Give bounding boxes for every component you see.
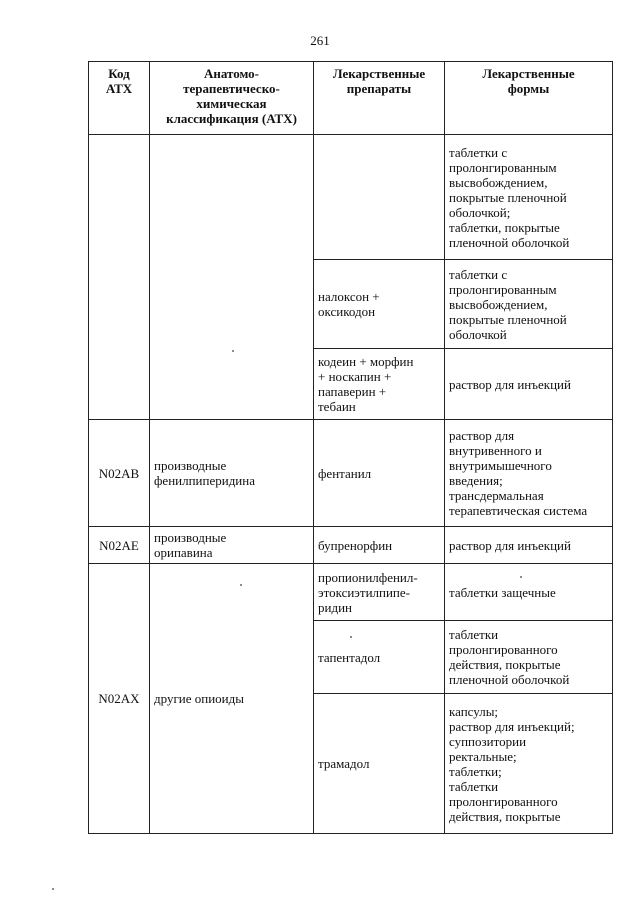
drug-cell xyxy=(314,135,445,260)
scan-speck xyxy=(240,584,242,586)
table-row xyxy=(89,135,613,260)
drug-cell: кодеин + морфин + носкапин + папаверин + тебаин xyxy=(314,349,445,420)
header-forms: Лекарственные формы xyxy=(445,62,613,135)
drug-cell: налоксон + оксикодон xyxy=(314,260,445,349)
atx-table xyxy=(88,61,613,834)
drug-cell: фентанил xyxy=(314,420,445,527)
code-cell: N02AB xyxy=(89,420,150,527)
header-drugs: Лекарственные препараты xyxy=(314,62,445,135)
table-header-row xyxy=(89,62,613,135)
code-cell: N02AX xyxy=(89,564,150,834)
table-row xyxy=(89,527,613,564)
forms-cell: раствор для инъекций xyxy=(445,349,613,420)
forms-cell: раствор для внутривенного и внутримышечного введения; трансдермальная терапевтическая система xyxy=(445,420,613,527)
drug-cell: пропионилфенил- этоксиэтилпипе- ридин xyxy=(314,564,445,621)
drug-cell: тапентадол xyxy=(314,621,445,694)
code-cell: N02AE xyxy=(89,527,150,564)
classification-cell-empty xyxy=(150,135,314,420)
scan-speck xyxy=(52,888,54,890)
classification-cell: производные фенилпиперидина xyxy=(150,420,314,527)
table-row xyxy=(89,564,613,621)
scan-speck xyxy=(232,350,234,352)
drug-cell: бупренорфин xyxy=(314,527,445,564)
classification-cell: производные орипавина xyxy=(150,527,314,564)
forms-cell: таблетки с пролонгированным высвобождением, покрытые пленочной оболочкой; таблетки, покрытые пленочной оболочкой xyxy=(445,135,613,260)
forms-cell: таблетки пролонгированного действия, покрытые пленочной оболочкой xyxy=(445,621,613,694)
code-cell-empty xyxy=(89,135,150,420)
forms-cell: раствор для инъекций xyxy=(445,527,613,564)
table-row xyxy=(89,420,613,527)
forms-cell: таблетки с пролонгированным высвобождением, покрытые пленочной оболочкой xyxy=(445,260,613,349)
header-code: Код АТХ xyxy=(89,62,150,135)
scan-speck xyxy=(350,636,352,638)
page-number: 261 xyxy=(310,33,330,48)
drug-cell: трамадол xyxy=(314,694,445,834)
header-classification: Анатомо- терапевтическо- химическая классификация (АТХ) xyxy=(150,62,314,135)
scan-speck xyxy=(520,576,522,578)
classification-cell: другие опиоиды xyxy=(150,564,314,834)
forms-cell: капсулы; раствор для инъекций; суппозитории ректальные; таблетки; таблетки пролонгированного действия, покрытые xyxy=(445,694,613,834)
forms-cell: таблетки защечные xyxy=(445,564,613,621)
